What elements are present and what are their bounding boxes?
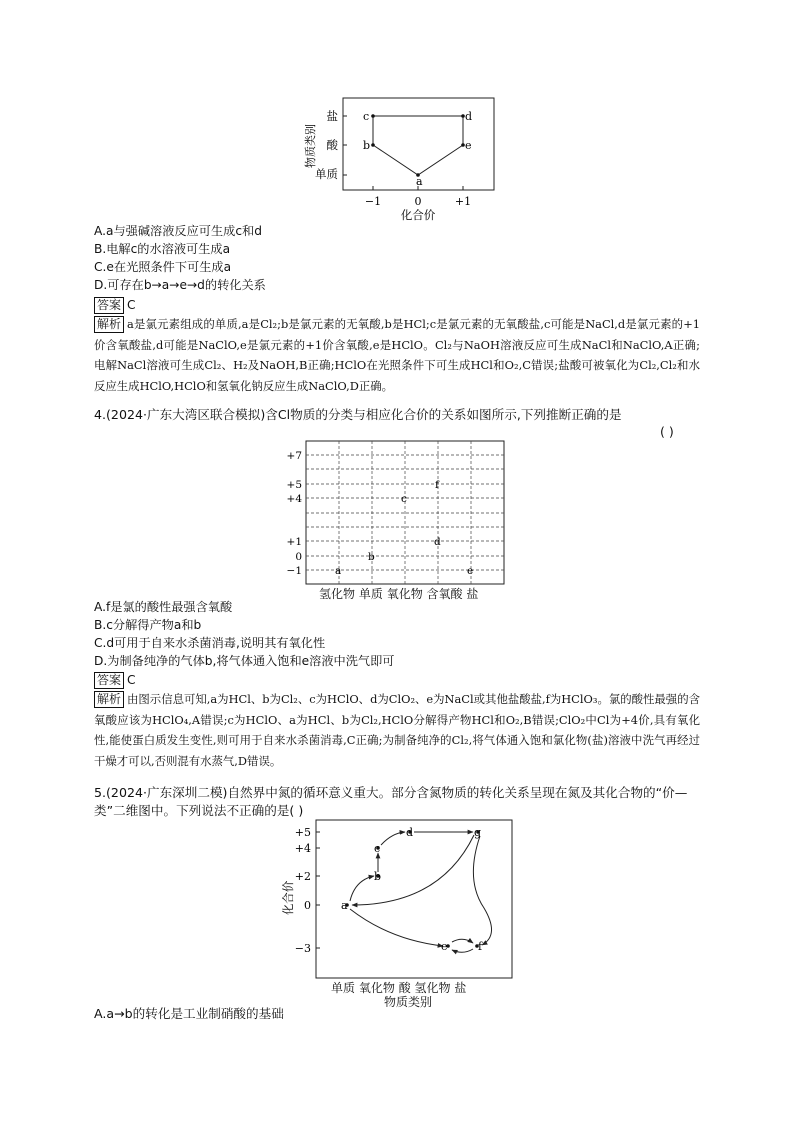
q3-answer-tag: 答案	[94, 297, 124, 314]
fig1-y-tick-acid: 酸	[326, 138, 338, 152]
q5-stem: 5.(2024·广东深圳二模)自然界中氮的循环意义重大。部分含氮物质的转化关系呈现在氮及其化合物的“价—类”二维图中。下列说法不正确的是( )	[94, 785, 688, 818]
fig3-x-tick-salt: 盐	[454, 981, 467, 995]
q3-analysis-tag: 解析	[94, 316, 124, 333]
q5-option-a: A.a→b的转化是工业制硝酸的基础	[94, 1006, 284, 1021]
fig2-point-f: f	[435, 479, 439, 491]
fig2-point-a: a	[335, 565, 342, 577]
fig3-x-tick-oxide: 氧化物	[358, 981, 395, 995]
fig1-point-b: b	[363, 139, 371, 152]
q4-option-a: A.f是氯的酸性最强含氧酸	[94, 600, 233, 614]
fig2-x-tick-element: 单质	[358, 587, 383, 601]
fig2-x-tick-salt: 盐	[466, 587, 479, 601]
fig3-x-tick-element: 单质	[331, 981, 356, 995]
fig1-x-tick-minus1: −1	[364, 195, 382, 208]
fig2-y-tick-plus5: +5	[286, 479, 302, 491]
fig1-point-a: a	[416, 175, 423, 188]
q4-answer-value: C	[127, 673, 136, 687]
fig3-y-tick-plus5: +5	[294, 826, 311, 839]
q4-analysis-tag: 解析	[94, 691, 124, 708]
figure-2-chlorine-valence-chart	[280, 440, 510, 600]
fig2-point-e: e	[467, 565, 474, 577]
fig3-y-axis-label: 化合价	[281, 880, 295, 916]
fig2-y-tick-plus4: +4	[286, 493, 302, 505]
q4-stem: 4.(2024·广东大湾区联合模拟)含Cl物质的分类与相应化合价的关系如图所示,下列推断正确的是	[94, 407, 622, 422]
fig2-y-tick-minus1: −1	[286, 565, 302, 577]
fig2-point-b: b	[368, 551, 375, 563]
q4-analysis-text: 由图示信息可知,a为HCl、b为Cl₂、c为HClO、d为ClO₂、e为NaCl或其他盐酸盐,f为HClO₃。氯的酸性最强的含氧酸应该为HClO₄,A错误;c为HClO、a为HCl、b为Cl₂,HClO分解得产物HCl和O₂,B错误;ClO₂中Cl为+4价,具有氧化性,能使蛋白质发生变性,则可用于自来水杀菌消毒,C正确;为制备纯净的Cl₂,将气体通入饱和氯化物(盐)溶液中洗气再经过干燥才可以,否则混有水蒸气,D错误。	[94, 692, 700, 768]
fig2-point-d: d	[434, 536, 441, 548]
fig3-point-e: e	[441, 940, 448, 953]
fig1-point-d: d	[465, 110, 473, 123]
fig3-point-b: b	[374, 870, 382, 883]
fig3-x-tick-acid: 酸	[398, 981, 411, 995]
fig1-x-tick-plus1: +1	[454, 195, 472, 208]
fig2-y-tick-plus7: +7	[286, 450, 302, 462]
fig2-x-axis-ticks	[319, 585, 478, 602]
fig2-x-tick-oxyacid: 含氧酸	[426, 587, 463, 601]
fig3-x-axis-label: 物质类别	[384, 995, 433, 1009]
q3-option-d: D.可存在b→a→e→d的转化关系	[94, 278, 266, 292]
fig2-y-tick-plus1: +1	[286, 536, 302, 548]
q3-option-c: C.e在光照条件下可生成a	[94, 260, 232, 274]
fig3-y-tick-plus2: +2	[294, 870, 311, 883]
fig1-x-axis-label: 化合价	[400, 208, 436, 222]
fig1-point-c: c	[363, 110, 370, 123]
q4-analysis	[94, 689, 700, 771]
fig1-y-tick-element: 单质	[315, 167, 338, 181]
fig1-connector-lines	[373, 116, 463, 175]
q3-analysis-text: a是氯元素组成的单质,a是Cl₂;b是氯元素的无氧酸,b是HCl;c是氯元素的无氧酸盐,c可能是NaCl,d是氯元素的+1价含氧酸盐,d可能是NaClO,e是氯元素的+1价含氧酸,e是HClO。Cl₂与NaOH溶液反应可生成NaCl和NaClO,A正确;电解NaCl溶液可生成Cl₂、H₂及NaOH,B正确;HClO在光照条件下可生成HCl和O₂,C错误;盐酸可被氧化为Cl₂,Cl₂和水反应生成HClO,HClO和氢氧化钠反应生成NaClO,D正确。	[94, 317, 700, 393]
fig3-point-g: g	[474, 826, 482, 839]
fig3-y-tick-plus4: +4	[294, 842, 311, 855]
q3-analysis	[94, 314, 700, 396]
fig3-point-d: d	[406, 826, 414, 839]
fig1-x-tick-0: 0	[414, 195, 422, 208]
fig3-point-f: f	[478, 940, 483, 953]
fig2-point-c: c	[401, 493, 407, 505]
q3-answer-row	[94, 296, 136, 314]
q4-answer-row	[94, 671, 136, 689]
fig2-x-tick-oxide: 氧化物	[386, 587, 423, 601]
fig3-y-tick-0: 0	[304, 899, 311, 912]
fig2-x-tick-hydride: 氢化物	[319, 587, 356, 601]
figure-1-valence-class-diagram	[300, 92, 510, 222]
q4-option-b: B.c分解得产物a和b	[94, 618, 202, 632]
fig3-point-c: c	[374, 842, 381, 855]
q3-answer-value: C	[127, 298, 136, 312]
q3-option-a: A.a与强碱溶液反应可生成c和d	[94, 224, 262, 238]
fig1-y-tick-salt: 盐	[326, 109, 338, 123]
fig3-x-tick-hydride: 氢化物	[414, 981, 451, 995]
fig3-point-a: a	[341, 899, 348, 912]
fig2-y-tick-0: 0	[295, 551, 302, 563]
fig3-y-tick-minus3: −3	[294, 942, 311, 955]
q4-answer-tag: 答案	[94, 672, 124, 689]
q4-option-c: C.d可用于自来水杀菌消毒,说明其有氧化性	[94, 636, 326, 650]
q4-answer-bracket: ( )	[660, 424, 674, 439]
fig1-point-e: e	[465, 139, 472, 152]
q3-option-b: B.电解c的水溶液可生成a	[94, 242, 231, 256]
q4-option-d: D.为制备纯净的气体b,将气体通入饱和e溶液中洗气即可	[94, 654, 395, 668]
fig1-y-axis-label: 物质类别	[304, 124, 317, 168]
